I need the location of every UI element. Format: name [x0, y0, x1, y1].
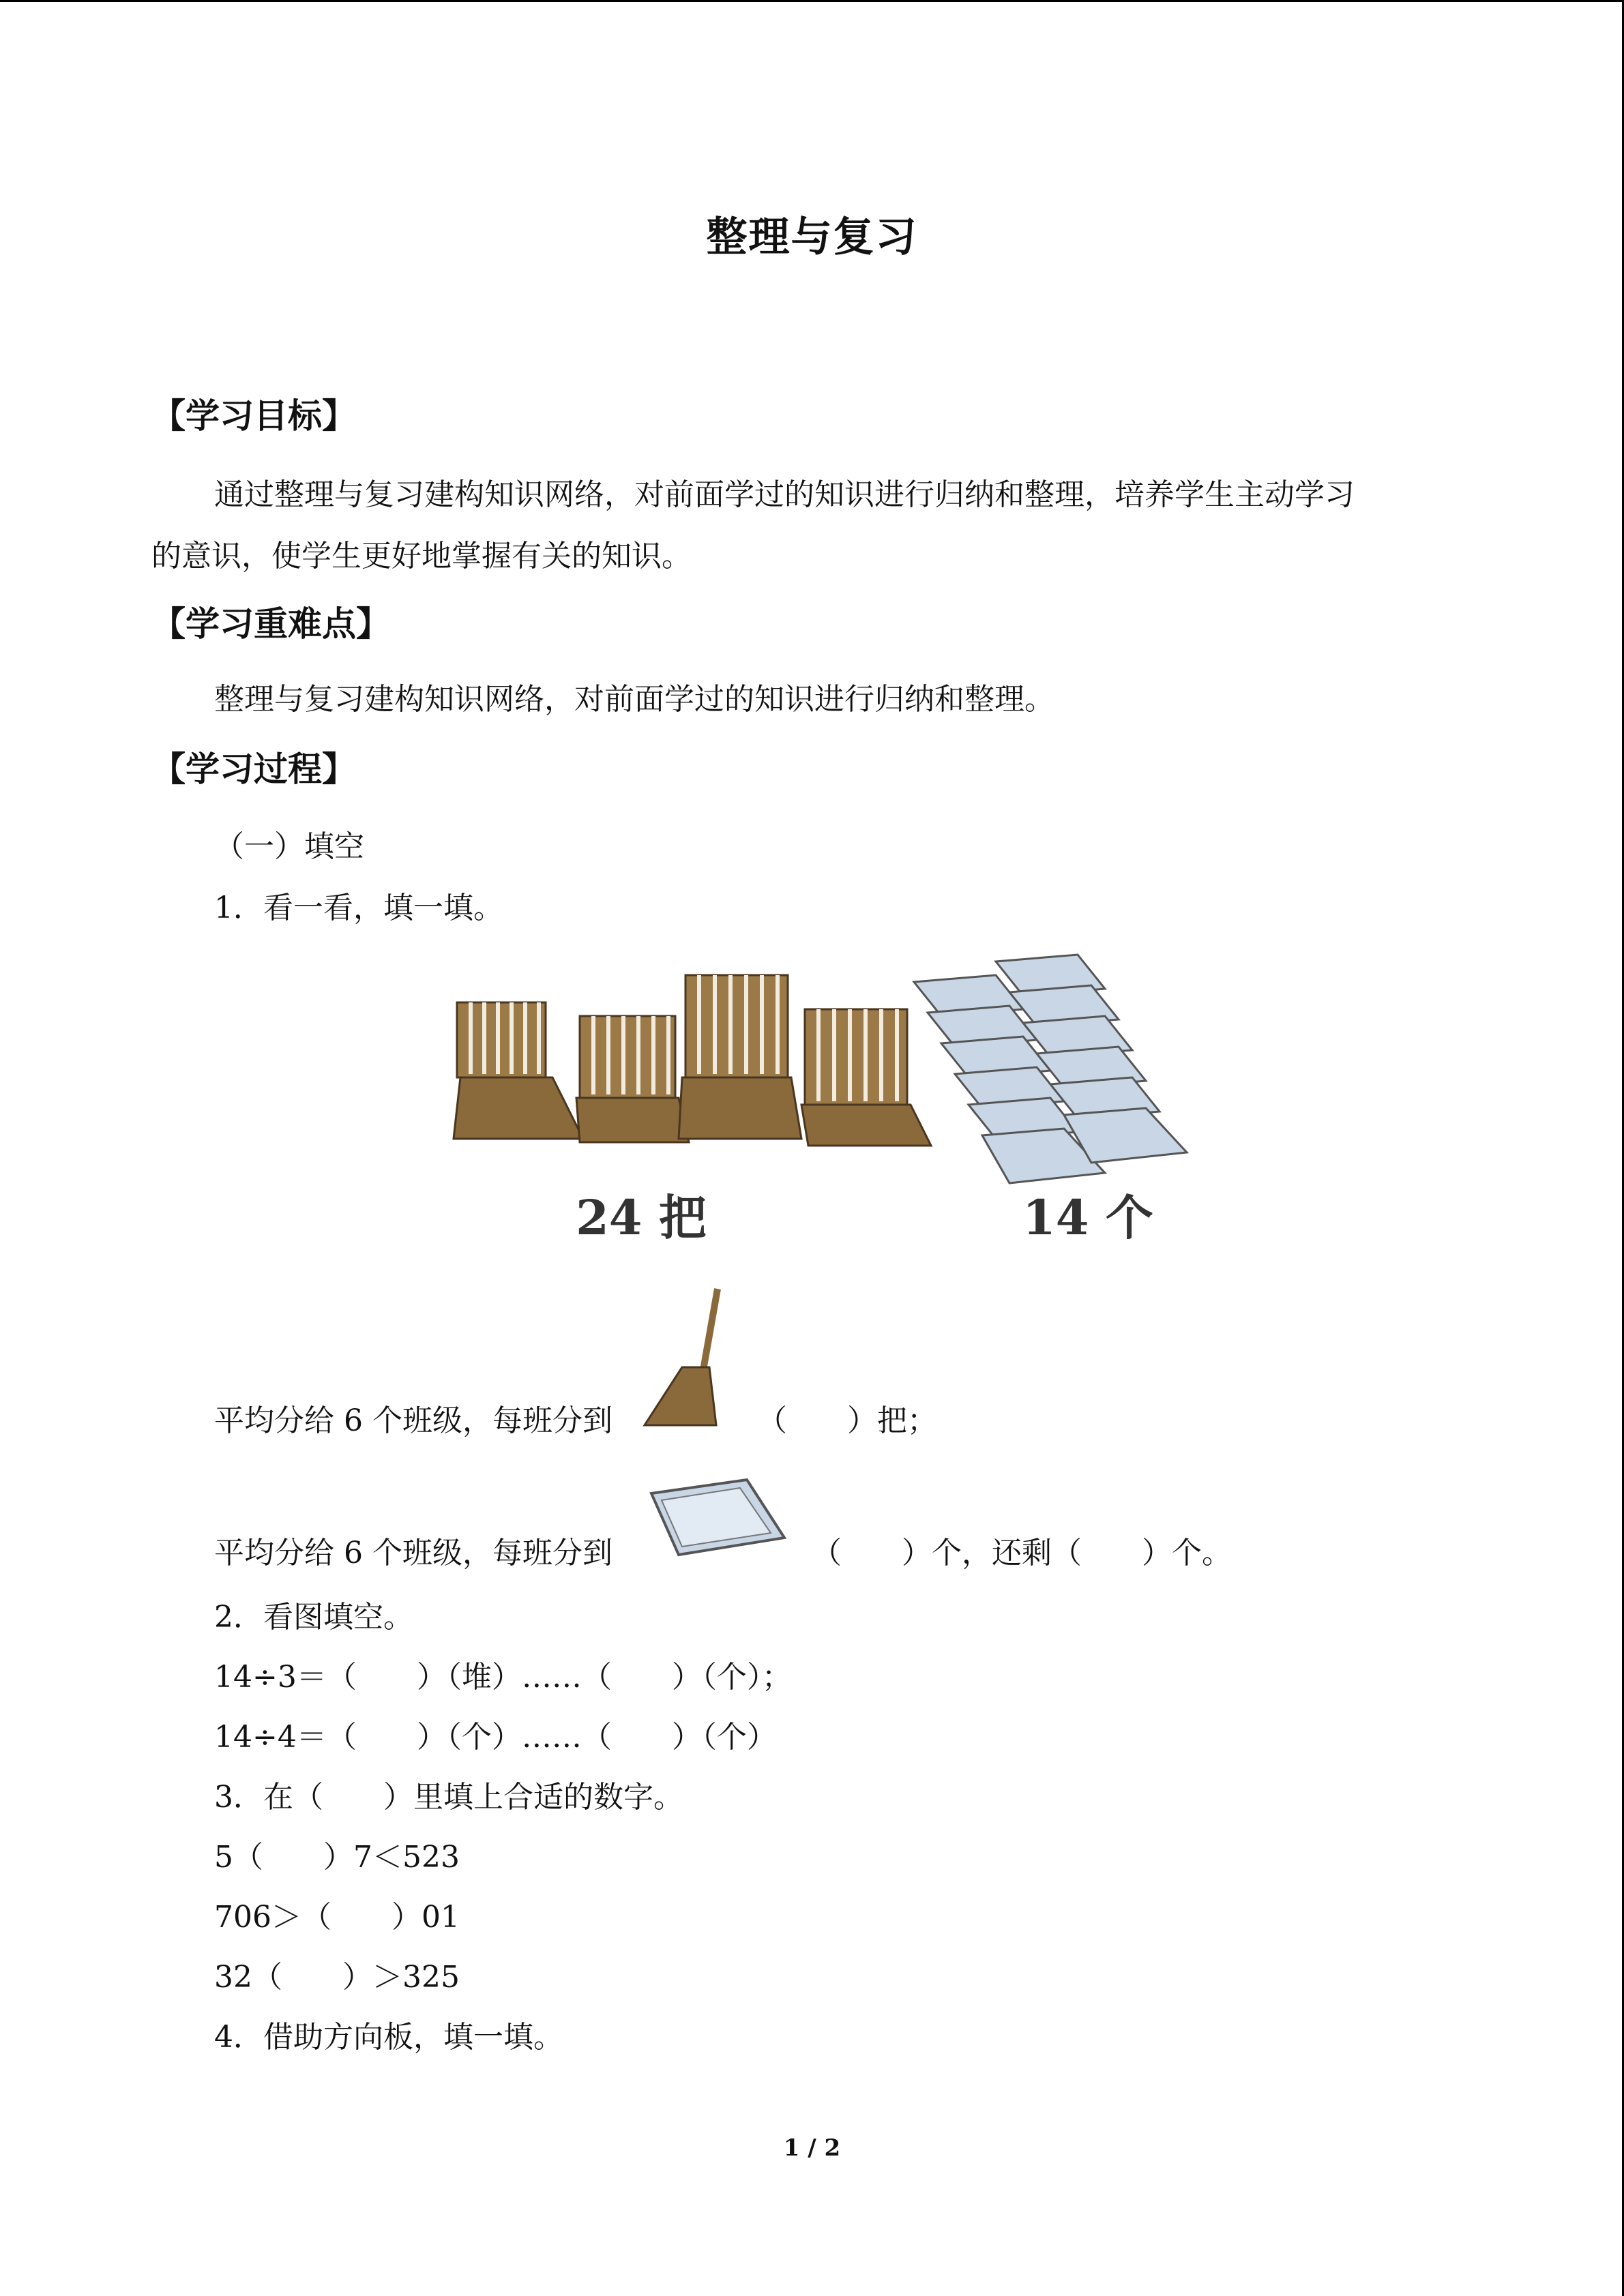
process-heading: 【学习过程】 [151, 749, 356, 789]
dustpan-count-label: 14 个 [1022, 1189, 1153, 1246]
brooms-dustpans-figure [450, 934, 1255, 1275]
dustpan-icon [645, 1452, 791, 1562]
q3-item-1: 5（ ）7＜523 [214, 1840, 460, 1875]
broom-count-label: 24 把 [576, 1189, 707, 1246]
page-top-border [0, 0, 1624, 2]
goals-heading: 【学习目标】 [151, 396, 356, 436]
q3-item-3: 32（ ）＞325 [214, 1960, 460, 1995]
q2-equation-1: 14÷3＝（ ）（堆）……（ ）（个）； [214, 1660, 792, 1695]
q1-line-b-suffix: （ ）个，还剩（ ）个。 [812, 1536, 1232, 1570]
page-title: 整理与复习 [706, 213, 918, 261]
q4-prompt: 4．借助方向板，填一填。 [214, 2020, 563, 2055]
fill-blank-subheading: （一）填空 [214, 829, 364, 864]
figure-illustration [450, 934, 1255, 1275]
key-points-text: 整理与复习建构知识网络，对前面学过的知识进行归纳和整理。 [214, 682, 1054, 717]
q1-line-a-prefix: 平均分给 6 个班级，每班分到 [214, 1403, 612, 1438]
q3-item-2: 706＞（ ）01 [214, 1900, 460, 1935]
broom-bundle-2 [576, 1016, 689, 1142]
q1-prompt: 1．看一看，填一填。 [214, 891, 503, 925]
key-points-heading: 【学习重难点】 [151, 604, 390, 644]
broom-bundle-3 [679, 975, 801, 1139]
broom-icon [641, 1285, 730, 1429]
q2-equation-2: 14÷4＝（ ）（个）……（ ）（个） [214, 1720, 777, 1755]
goals-line-2: 的意识，使学生更好地掌握有关的知识。 [151, 539, 692, 573]
page-number: 1 / 2 [783, 2134, 841, 2162]
q1-line-a-suffix: （ ）把； [757, 1403, 937, 1438]
q1-line-b-prefix: 平均分给 6 个班级，每班分到 [214, 1536, 612, 1570]
goals-line-1: 通过整理与复习建构知识网络，对前面学过的知识进行归纳和整理，培养学生主动学习 [214, 477, 1355, 512]
q2-prompt: 2．看图填空。 [214, 1600, 413, 1635]
q3-prompt: 3．在（ ）里填上合适的数字。 [214, 1780, 683, 1815]
